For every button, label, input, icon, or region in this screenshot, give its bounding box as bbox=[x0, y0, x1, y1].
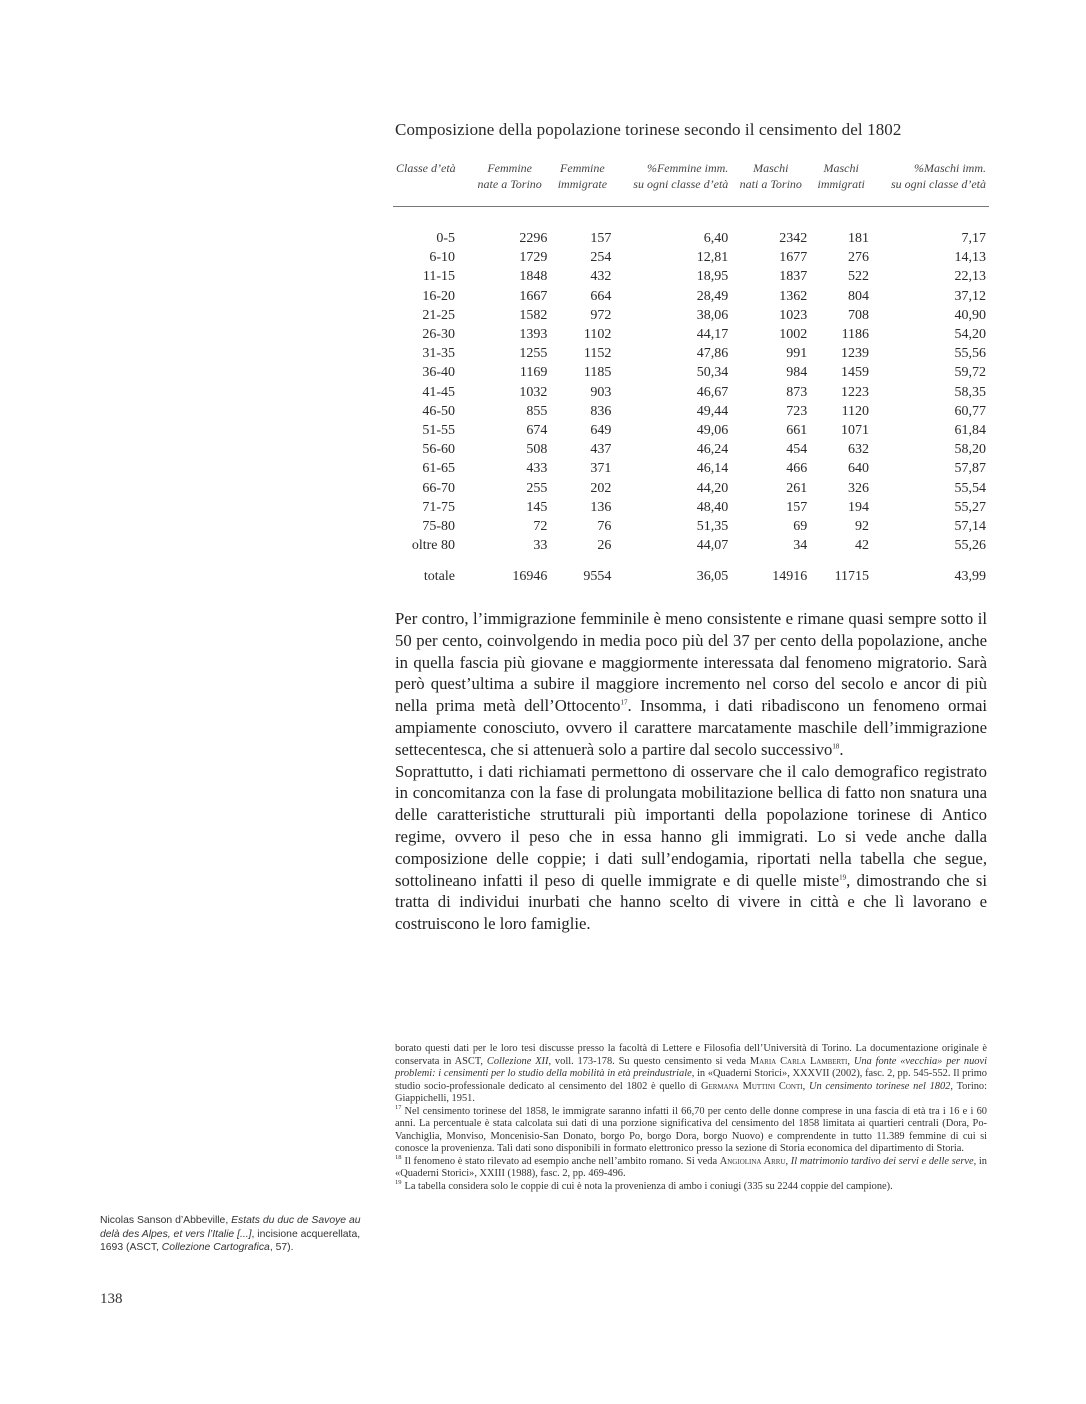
table-row bbox=[393, 421, 989, 440]
table-cell: 674 bbox=[526, 423, 548, 439]
table-cell: 261 bbox=[786, 480, 808, 496]
body-text bbox=[395, 608, 987, 935]
table-cell: 1186 bbox=[841, 327, 870, 343]
footnote-continuation: borato questi dati per le loro tesi discusse presso la facoltà di Lettere e Filosofia dell’Università di Torino. La documentazione originale è conservata in ASCT, Collezione XII, voll. 173-178. Su questo censimento si veda Maria Carla Lamberti, Una fonte «vecchia» per nuovi problemi: i censimenti per lo studio della mobilità in età preindustriale, in «Quaderni Storici», XXXVII (2002), fasc. 2, pp. 545-552. Il primo studio socio-professionale dedicato al censimento del 1802 è quello di Germana Muttini Conti, Un censimento torinese nel 1802, Torino: Giappichelli, 1951. bbox=[395, 1043, 988, 1104]
table-cell: 44,17 bbox=[696, 327, 729, 343]
footnote-17: $^{17}$ Nel censimento torinese del 1858, le immigrate saranno infatti il 66,70 per cento delle donne comprese in una fascia di età tra i 16 e i 60 anni. La percentuale è stata calcolata sui dati di una porzione significativa del censimento del 1858 limitata ai quartieri centrali (Dora, Po-Vanchiglia, Monviso, Moncenisio-San Donato, borgo Po, borgo Dora, borgo Nuovo) e comprendente in tutto 11.389 femmine di cui si conosce la provenienza. Tali dati sono disponibili in formato elettronico presso la sezione di Storia economica del dipartimento di Storia. bbox=[395, 1104, 987, 1154]
table-body bbox=[393, 207, 989, 587]
table-row bbox=[393, 383, 989, 402]
total-cell: 36,05 bbox=[696, 569, 729, 585]
age-class-cell: 36-40 bbox=[422, 365, 456, 381]
total-cell: 9554 bbox=[583, 569, 612, 585]
age-class-cell: 0-5 bbox=[436, 231, 456, 246]
table-row bbox=[393, 536, 989, 555]
table-cell: 632 bbox=[848, 442, 870, 458]
age-class-cell: 11-15 bbox=[422, 269, 456, 285]
table-row bbox=[393, 459, 989, 478]
table-cell: 51,35 bbox=[696, 519, 729, 535]
table-cell: 33 bbox=[533, 538, 548, 554]
table-row bbox=[393, 479, 989, 498]
table-cell: 14,13 bbox=[954, 250, 986, 266]
table-row bbox=[393, 402, 989, 421]
table-cell: 55,26 bbox=[954, 538, 986, 554]
table-cell: 1393 bbox=[519, 327, 548, 343]
header-age-class: Classe d’età bbox=[393, 160, 469, 207]
table-row bbox=[393, 207, 989, 249]
table-cell: 1729 bbox=[519, 250, 548, 266]
table-row bbox=[393, 306, 989, 325]
table-cell: 48,40 bbox=[696, 499, 729, 515]
table-cell: 661 bbox=[786, 423, 808, 439]
table-cell: 145 bbox=[526, 499, 548, 515]
age-class-cell: 16-20 bbox=[422, 288, 456, 304]
table-cell: 1848 bbox=[519, 269, 548, 285]
table-cell: 47,86 bbox=[696, 346, 729, 362]
age-class-cell: 51-55 bbox=[422, 423, 456, 439]
age-class-cell: 41-45 bbox=[422, 384, 456, 400]
table-cell: 1223 bbox=[841, 384, 870, 400]
table-cell: 708 bbox=[848, 307, 870, 323]
table-cell: 57,87 bbox=[954, 461, 986, 477]
table-cell: 1239 bbox=[841, 346, 870, 362]
table-cell: 836 bbox=[590, 403, 612, 419]
table-cell: 49,06 bbox=[696, 423, 729, 439]
table-cell: 194 bbox=[848, 499, 870, 515]
table-cell: 46,67 bbox=[696, 384, 729, 400]
table-cell: 466 bbox=[786, 461, 808, 477]
footnote-ref: 19 bbox=[839, 873, 847, 881]
table-cell: 69 bbox=[793, 519, 808, 535]
header-females-immigrant: Femmine immigrate bbox=[550, 160, 614, 207]
table-cell: 7,17 bbox=[961, 231, 986, 246]
table-cell: 28,49 bbox=[696, 288, 729, 304]
table-cell: 1071 bbox=[841, 423, 870, 439]
table-cell: 433 bbox=[526, 461, 548, 477]
header-females-pct: %Femmine imm. su ogni classe d’età bbox=[614, 160, 731, 207]
table-cell: 55,27 bbox=[954, 499, 986, 515]
table-cell: 55,56 bbox=[954, 346, 986, 362]
table-cell: 326 bbox=[848, 480, 870, 496]
table-cell: 12,81 bbox=[696, 250, 729, 266]
table-cell: 136 bbox=[590, 499, 612, 515]
table-cell: 49,44 bbox=[696, 403, 729, 419]
table-cell: 804 bbox=[848, 288, 870, 304]
table-cell: 855 bbox=[526, 403, 548, 419]
table-row bbox=[393, 517, 989, 536]
table-cell: 46,24 bbox=[696, 442, 729, 458]
age-class-cell: 31-35 bbox=[422, 346, 456, 362]
table-cell: 1667 bbox=[519, 288, 548, 304]
total-row bbox=[393, 555, 989, 586]
table-cell: 1032 bbox=[519, 384, 548, 400]
table-cell: 55,54 bbox=[954, 480, 986, 496]
table-cell: 984 bbox=[786, 365, 808, 381]
image-caption: Nicolas Sanson d’Abbeville, Estats du duc de Savoye au delà des Alpes, et vers l’Italie [...], incisione acquerellata, 1693 (ASCT, Collezione Cartografica, 57). bbox=[100, 1215, 361, 1253]
table-cell: 44,07 bbox=[696, 538, 729, 554]
table-header bbox=[393, 160, 989, 207]
table-cell: 157 bbox=[786, 499, 808, 515]
table-cell: 664 bbox=[590, 288, 612, 304]
table-cell: 92 bbox=[855, 519, 870, 535]
header-females-born: Femmine nate a Torino bbox=[469, 160, 550, 207]
total-cell: 14916 bbox=[772, 569, 808, 585]
table-cell: 1459 bbox=[841, 365, 870, 381]
table-cell: 2342 bbox=[779, 231, 808, 246]
table-cell: 181 bbox=[848, 231, 870, 246]
table-cell: 454 bbox=[786, 442, 808, 458]
age-class-cell: 66-70 bbox=[422, 480, 456, 496]
age-class-cell: 71-75 bbox=[422, 499, 456, 515]
table-cell: 18,95 bbox=[696, 269, 729, 285]
age-class-cell: 56-60 bbox=[422, 442, 456, 458]
footnote-ref: 17 bbox=[620, 698, 628, 707]
table-cell: 1120 bbox=[841, 403, 870, 419]
table-cell: 58,20 bbox=[954, 442, 986, 458]
age-class-cell: 75-80 bbox=[422, 519, 456, 535]
table-cell: 1152 bbox=[583, 346, 612, 362]
total-cell: 43,99 bbox=[954, 569, 986, 585]
table-cell: 723 bbox=[786, 403, 808, 419]
footnote-ref: 18 bbox=[832, 742, 840, 751]
table-cell: 26 bbox=[597, 538, 612, 554]
table-cell: 432 bbox=[590, 269, 612, 285]
footnote-19: $^{19}$ La tabella considera solo le coppie di cui è nota la provenienza di ambo i coniugi (335 su 2244 coppie del campione). bbox=[395, 1179, 893, 1192]
table-cell: 202 bbox=[590, 480, 612, 496]
table-cell: 508 bbox=[526, 442, 548, 458]
table-row bbox=[393, 325, 989, 344]
age-class-cell: 46-50 bbox=[422, 403, 456, 419]
table-cell: 34 bbox=[793, 538, 808, 554]
table-cell: 903 bbox=[590, 384, 612, 400]
table-cell: 6,40 bbox=[703, 231, 729, 246]
table-cell: 972 bbox=[590, 307, 612, 323]
header-males-born: Maschi nati a Torino bbox=[731, 160, 810, 207]
table-cell: 2296 bbox=[519, 231, 548, 246]
table-cell: 44,20 bbox=[696, 480, 729, 496]
table-cell: 649 bbox=[590, 423, 612, 439]
table-cell: 50,34 bbox=[696, 365, 729, 381]
census-table bbox=[393, 160, 989, 587]
table-cell: 640 bbox=[848, 461, 870, 477]
age-class-cell: 6-10 bbox=[429, 250, 456, 266]
table-title: Composizione della popolazione torinese secondo il censimento del 1802 bbox=[395, 120, 902, 139]
table-cell: 371 bbox=[590, 461, 612, 477]
header-males-pct: %Maschi imm. su ogni classe d’età bbox=[872, 160, 989, 207]
age-class-cell: 21-25 bbox=[422, 307, 456, 323]
table-cell: 522 bbox=[848, 269, 870, 285]
table-cell: 1185 bbox=[583, 365, 612, 381]
paragraph: Soprattutto, i dati richiamati permettono di osservare che il calo demografico registrato in concomitanza con la fase di prolungata mobilitazione bellica di fatto non snatura una delle caratteristiche strutturali più importanti della popolazione torinese di Antico regime, ovvero il peso che in essa hanno gli immigrati. Lo si vede anche dalla composizione delle coppie; i dati sull’endogamia, riportati nella tabella che segue, sottolineano infatti il peso di quelle immigrate e di quelle miste$^{19}$, dimostrando che si tratta di individui inurbati che hanno scelto di vivere in città e che lì lavorano e costruiscono le loro famiglie. bbox=[395, 761, 988, 934]
paragraph: Per contro, l’immigrazione femminile è meno consistente e rimane quasi sempre sotto il 50 per cento, coinvolgendo in media poco più del 37 per cento della popolazione, anche in quella fascia più giovane e maggiormente interessata dal fenomeno migratorio. Sarà però quest’ultima a subire il maggiore incremento nel corso del secolo e ancor di più nella prima metà dell’Ottocento$^{17}$. Insomma, i dati ribadiscono un fenomeno ormai ampiamente conosciuto, ovvero il carattere marcatamente maschile dell’immigrazione settecentesca, che si attenuerà solo a partire dal secolo successivo$^{18}$. bbox=[395, 609, 987, 759]
table-row bbox=[393, 344, 989, 363]
table-cell: 1582 bbox=[519, 307, 548, 323]
table-row bbox=[393, 440, 989, 459]
page-number: 138 bbox=[100, 1291, 123, 1307]
table-cell: 58,35 bbox=[954, 384, 986, 400]
table-row bbox=[393, 498, 989, 517]
table-row bbox=[393, 267, 989, 286]
age-class-cell: 61-65 bbox=[422, 461, 456, 477]
table-cell: 54,20 bbox=[954, 327, 986, 343]
table-cell: 57,14 bbox=[954, 519, 986, 535]
table-cell: 1169 bbox=[519, 365, 548, 381]
table-cell: 1255 bbox=[519, 346, 548, 362]
table-cell: 46,14 bbox=[696, 461, 729, 477]
footnote-18: $^{18}$ Il fenomeno è stato rilevato ad esempio anche nell’ambito romano. Si veda Angiolina Arru, Il matrimonio tardivo dei servi e delle serve, in «Quaderni Storici», XXIII (1988), fasc. 2, pp. 469-496. bbox=[395, 1154, 988, 1179]
table-cell: 276 bbox=[848, 250, 870, 266]
table-cell: 1023 bbox=[779, 307, 808, 323]
table-cell: 72 bbox=[533, 519, 548, 535]
age-class-cell: 26-30 bbox=[422, 327, 456, 343]
table-cell: 38,06 bbox=[696, 307, 729, 323]
total-cell: 11715 bbox=[834, 569, 870, 585]
table-row bbox=[393, 248, 989, 267]
table-cell: 1002 bbox=[779, 327, 808, 343]
table-cell: 991 bbox=[786, 346, 808, 362]
table-cell: 40,90 bbox=[954, 307, 986, 323]
table-cell: 157 bbox=[590, 231, 612, 246]
table-cell: 437 bbox=[590, 442, 612, 458]
table-cell: 76 bbox=[597, 519, 612, 535]
table-cell: 254 bbox=[590, 250, 612, 266]
table-cell: 255 bbox=[526, 480, 548, 496]
table-row bbox=[393, 287, 989, 306]
table-cell: 59,72 bbox=[954, 365, 986, 381]
footnotes bbox=[395, 1043, 987, 1193]
age-class-cell: oltre 80 bbox=[411, 538, 456, 554]
table-row bbox=[393, 363, 989, 382]
total-label: totale bbox=[423, 569, 456, 585]
table-cell: 1362 bbox=[779, 288, 808, 304]
table-cell: 42 bbox=[855, 538, 870, 554]
table-cell: 1677 bbox=[779, 250, 808, 266]
table-cell: 1837 bbox=[779, 269, 808, 285]
table-cell: 61,84 bbox=[954, 423, 986, 439]
header-males-immigrant: Maschi immigrati bbox=[810, 160, 872, 207]
total-cell: 16946 bbox=[512, 569, 548, 585]
table-cell: 873 bbox=[786, 384, 808, 400]
table-cell: 22,13 bbox=[954, 269, 986, 285]
table-cell: 60,77 bbox=[954, 403, 986, 419]
table-cell: 1102 bbox=[583, 327, 612, 343]
table-cell: 37,12 bbox=[954, 288, 986, 304]
